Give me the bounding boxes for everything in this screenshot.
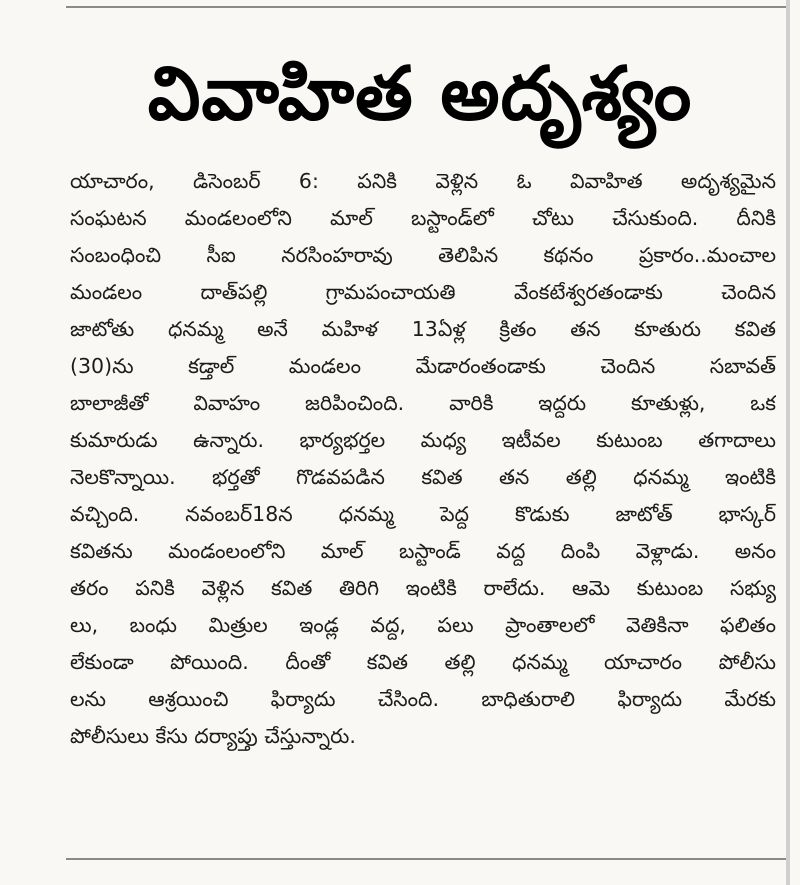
- bottom-rule: [66, 858, 786, 860]
- top-rule: [66, 6, 786, 8]
- article-line: జాటోతు ధనమ్మ అనే మహిళ 13ఏళ్ల క్రితం తన కూతురు కవిత: [70, 317, 776, 341]
- article-line: బాలాజీతో వివాహం జరిపించింది. వారికి ఇద్దరు కూతుళ్లు, ఒక: [70, 391, 776, 415]
- article-line: (30)ను కడ్తాల్ మండలం మేడారంతండాకు చెందిన సబావత్: [70, 354, 776, 378]
- article-line: తరం పనికి వెళ్లిన కవిత తిరిగి ఇంటికి రాలేదు. ఆమె కుటుంబ సభ్యు: [70, 576, 776, 600]
- article-line: వచ్చింది. నవంబర్18న ధనమ్మ పెద్ద కొడుకు జాటోత్ భాస్కర్: [70, 502, 776, 526]
- article-line: లు, బంధు మిత్రుల ఇండ్ల వద్ద, పలు ప్రాంతాలలో వెతికినా ఫలితం: [70, 613, 776, 637]
- headline: వివాహిత అదృశ్యం: [147, 51, 693, 137]
- article-line: యాచారం, డిసెంబర్ 6: పనికి వెళ్లిన ఓ వివాహిత అదృశ్యమైన: [70, 169, 776, 193]
- page-edge: [786, 0, 790, 885]
- article-line: సంఘటన మండలంలోని మాల్ బస్టాండ్‌లో చోటు చేసుకుంది. దీనికి: [70, 206, 776, 230]
- article-line: నెలకొన్నాయి. భర్తతో గొడవపడిన కవిత తన తల్లి ధనమ్మ ఇంటికి: [70, 465, 776, 489]
- article-line: కుమారుడు ఉన్నారు. భార్యభర్తల మధ్య ఇటీవల కుటుంబ తగాదాలు: [70, 428, 776, 452]
- article-line: లేకుండా పోయింది. దీంతో కవిత తల్లి ధనమ్మ యాచారం పోలీసు: [70, 650, 776, 674]
- article-line: సంబంధించి సీఐ నరసింహరావు తెలిపిన కథనం ప్రకారం..మంచాల: [70, 243, 776, 267]
- article-line: పోలీసులు కేసు దర్యాప్తు చేస్తున్నారు.: [70, 724, 356, 748]
- article-line: మండలం దాత్‌పల్లి గ్రామపంచాయతి వేంకటేశ్వరతండాకు చెందిన: [70, 280, 776, 304]
- article-body: [70, 163, 776, 755]
- article-line: కవితను మండంలంలోని మాల్ బస్టాండ్ వద్ద దింపి వెళ్లాడు. అనం: [70, 539, 776, 563]
- article-line: లను ఆశ్రయించి ఫిర్యాదు చేసింది. బాధితురాలి ఫిర్యాదు మేరకు: [70, 687, 776, 711]
